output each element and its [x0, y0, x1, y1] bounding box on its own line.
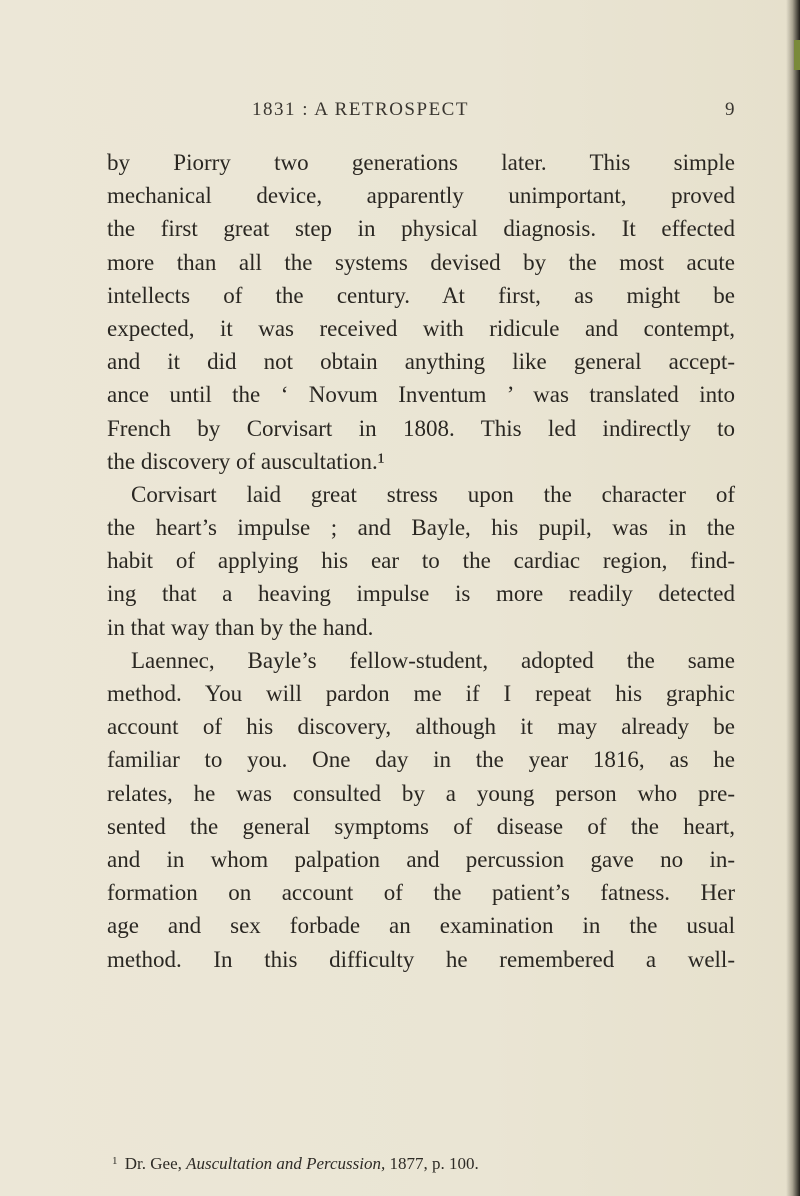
text-line: and it did not obtain anything like general accept- — [107, 349, 735, 375]
text-line: mechanical device, apparently unimportant, proved — [107, 183, 735, 209]
footnote — [112, 1150, 712, 1175]
text-line: age and sex forbade an examination in the usual — [107, 913, 735, 939]
footnote-author: Dr. Gee, — [124, 1154, 182, 1173]
running-head — [108, 99, 738, 125]
text-line: intellects of the century. At first, as might be — [107, 282, 735, 308]
page-edge-mark — [794, 40, 800, 70]
text-line: habit of applying his ear to the cardiac region, find- — [107, 548, 735, 574]
text-line: relates, he was consulted by a young person who pre- — [107, 780, 735, 806]
text-line: ing that a heaving impulse is more readily detected — [107, 581, 735, 607]
text-line: familiar to you. One day in the year 1816, as he — [107, 747, 735, 773]
text-line: formation on account of the patient’s fatness. Her — [107, 880, 735, 906]
text-line: expected, it was received with ridicule and contempt, — [107, 315, 735, 341]
running-head-title: 1831 : A RETROSPECT — [252, 99, 469, 120]
footnote-work-title: Auscultation and Percussion, — [186, 1154, 386, 1173]
footnote-marker: 1 — [112, 1155, 118, 1167]
text-line: by Piorry two generations later. This simple — [107, 150, 735, 175]
text-line: account of his discovery, although it may already be — [107, 714, 735, 740]
text-line: the first great step in physical diagnosis. It effected — [107, 216, 735, 242]
text-line: sented the general symptoms of disease of the heart, — [107, 813, 735, 839]
text-line: more than all the systems devised by the most acute — [107, 249, 735, 275]
text-line: ance until the ‘ Novum Inventum ’ was translated into — [107, 382, 735, 408]
page-edge-shadow — [786, 0, 800, 1196]
text-line: Laennec, Bayle’s fellow-student, adopted the same — [131, 647, 735, 673]
text-line: method. In this difficulty he remembered a well- — [107, 946, 735, 972]
text-line: the discovery of auscultation.¹ — [107, 448, 385, 474]
text-line: Corvisart laid great stress upon the character of — [131, 481, 735, 507]
text-line: French by Corvisart in 1808. This led indirectly to — [107, 415, 735, 441]
text-line: method. You will pardon me if I repeat his graphic — [107, 681, 735, 706]
page-number: 9 — [725, 99, 736, 120]
footnote-details: 1877, p. 100. — [389, 1154, 479, 1173]
body-text — [107, 146, 735, 976]
text-line: and in whom palpation and percussion gave no in- — [107, 846, 735, 872]
text-line: in that way than by the hand. — [107, 614, 374, 640]
text-line: the heart’s impulse ; and Bayle, his pupil, was in the — [107, 515, 735, 541]
